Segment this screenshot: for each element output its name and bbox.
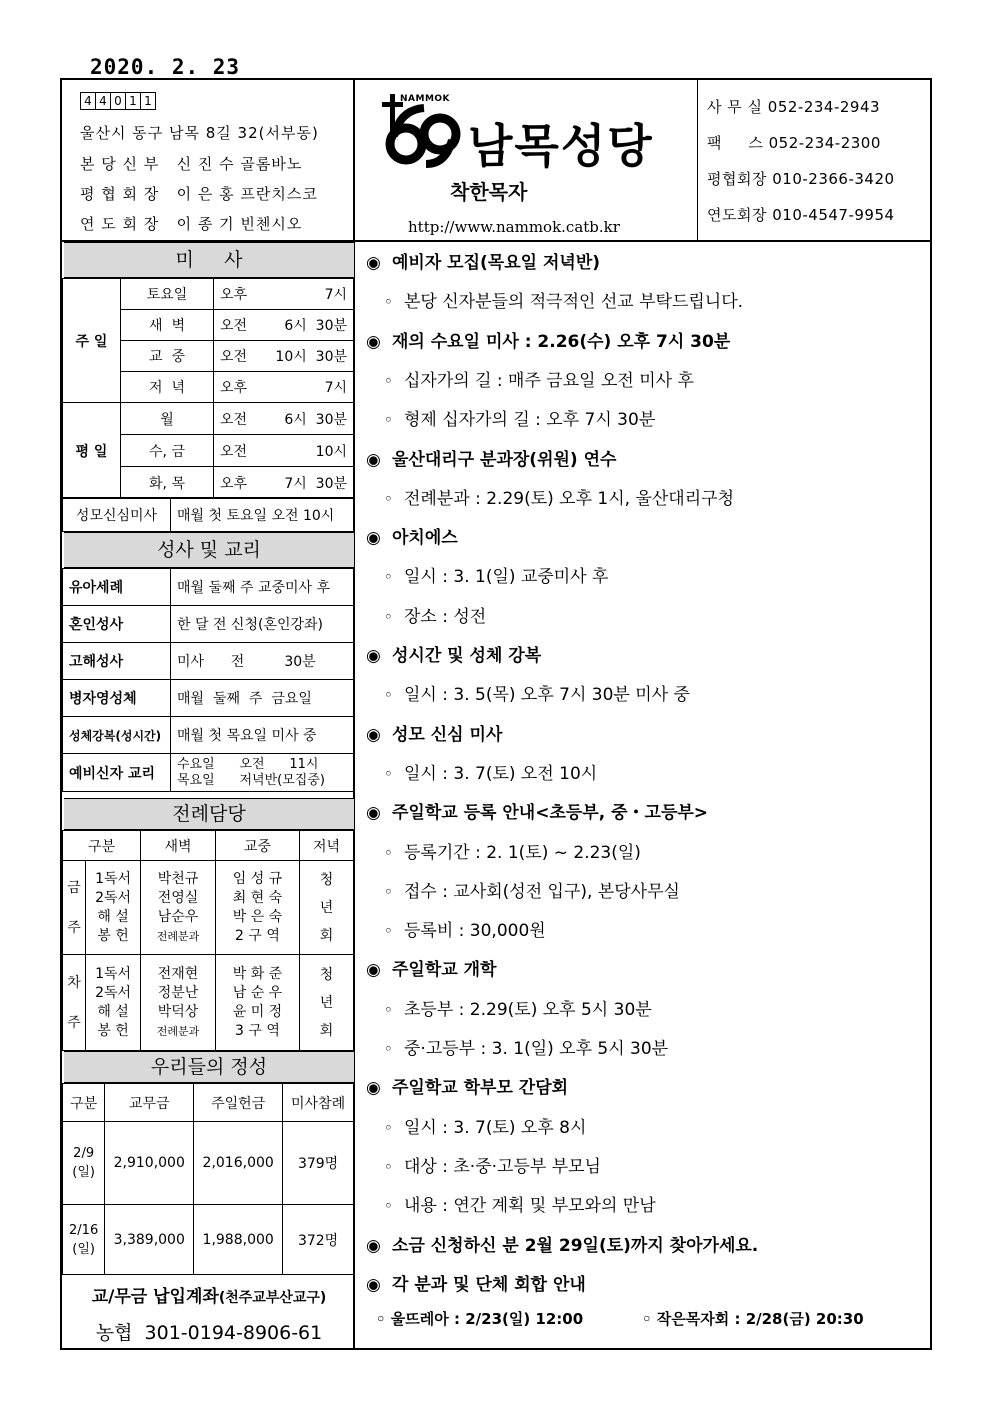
week-label-top: 금 bbox=[67, 879, 81, 896]
liturgy-table bbox=[62, 830, 354, 1051]
circle-bullet-icon: ◦ bbox=[384, 568, 393, 587]
notice-heading bbox=[366, 1231, 758, 1256]
notice-detail bbox=[366, 484, 734, 509]
marian-mass-table bbox=[62, 497, 354, 532]
target-bullet-icon: ◉ bbox=[366, 253, 381, 273]
roles-cell bbox=[86, 861, 141, 955]
notice-text: 본당 신자분들의 적극적인 선교 부탁드립니다. bbox=[404, 292, 744, 313]
mass-ampm: 오전 bbox=[220, 318, 248, 334]
notice-detail bbox=[366, 877, 680, 902]
notice-text: 아치에스 bbox=[392, 528, 458, 549]
postcode-digit: 1 bbox=[125, 92, 141, 110]
dawn-name: 전재현 bbox=[157, 965, 199, 982]
mass-day: 수, 금 bbox=[121, 435, 214, 467]
mass-table bbox=[62, 278, 354, 499]
mass-time bbox=[214, 310, 354, 341]
mass-day: 월 bbox=[121, 403, 214, 435]
mass-title: 미 사 bbox=[64, 242, 354, 278]
offerings-table bbox=[62, 1083, 354, 1275]
notice-text: 접수 : 교사회(성전 입구), 본당사무실 bbox=[404, 881, 680, 902]
mass-time bbox=[214, 279, 354, 310]
sacrament-label: 혼인성사 bbox=[63, 606, 171, 643]
circle-bullet-icon: ◦ bbox=[384, 1157, 393, 1176]
week-label-bottom: 주 bbox=[67, 1014, 81, 1031]
date-line: 2/16 bbox=[69, 1222, 99, 1238]
sacrament-label: 병자영성체 bbox=[63, 680, 171, 717]
marian-value: 매월 첫 토요일 오전 10시 bbox=[171, 498, 354, 532]
offering-attendance: 379명 bbox=[283, 1122, 354, 1205]
sacrament-value bbox=[171, 754, 354, 792]
evening-char: 청 bbox=[319, 966, 334, 983]
notice-detail bbox=[366, 995, 652, 1020]
notice-detail bbox=[366, 680, 690, 705]
contact-prayer bbox=[707, 204, 895, 225]
dawn-cell bbox=[141, 861, 216, 955]
account-title-text: 교/무금 납입계좌 bbox=[91, 1287, 219, 1307]
mass-hour: 6시 30분 bbox=[284, 411, 347, 428]
notice-text: 주일학교 학부모 간담회 bbox=[392, 1078, 569, 1099]
offerings-header: 교무금 bbox=[105, 1084, 194, 1122]
staff-name: 이 은 홍 프란치스코 bbox=[176, 185, 318, 203]
dawn-name: 박덕상 bbox=[157, 1003, 199, 1020]
sacrament-label: 예비신자 교리 bbox=[63, 754, 171, 792]
evening-char: 년 bbox=[319, 994, 334, 1011]
contact-value: 052-234-2943 bbox=[767, 98, 881, 116]
marian-label: 성모신심미사 bbox=[63, 498, 171, 532]
roles-cell bbox=[86, 955, 141, 1051]
notice-detail bbox=[366, 759, 597, 784]
notice-detail bbox=[366, 287, 743, 312]
notice-text: 각 분과 및 단체 회합 안내 bbox=[392, 1274, 586, 1295]
catechism-line: 수요일 오전 11시 bbox=[177, 756, 319, 772]
sacrament-label: 성체강복(성시간) bbox=[63, 717, 171, 754]
mass-hour: 7시 30분 bbox=[284, 475, 347, 492]
mass-time bbox=[214, 372, 354, 403]
circle-bullet-icon: ◦ bbox=[384, 1118, 393, 1137]
notice-detail bbox=[366, 916, 546, 941]
role: 해 설 bbox=[97, 1003, 129, 1020]
notice-text: 주일학교 개학 bbox=[392, 960, 497, 981]
church-url: http://www.nammok.catb.kr bbox=[408, 218, 620, 236]
staff-council bbox=[80, 183, 318, 204]
mass-hour: 7시 bbox=[324, 380, 347, 396]
cross-69-logo-icon bbox=[380, 92, 470, 172]
role: 봉 헌 bbox=[97, 927, 129, 944]
notice-heading bbox=[366, 327, 730, 352]
role: 1독서 bbox=[95, 870, 132, 887]
notice-heading bbox=[366, 1073, 568, 1098]
mass-hour: 10시 30분 bbox=[275, 349, 347, 365]
church-name: 남목성당 bbox=[468, 119, 654, 173]
meeting-item: ◦ 작은목자회 : 2/28(금) 20:30 bbox=[642, 1310, 864, 1328]
notice-heading bbox=[366, 1270, 586, 1295]
sunday-label: 주 일 bbox=[63, 279, 121, 403]
role: 해 설 bbox=[97, 908, 129, 925]
mass-hour: 10시 bbox=[315, 443, 347, 460]
liturgy-header: 구분 bbox=[63, 831, 141, 861]
mass-hour: 7시 bbox=[324, 287, 347, 303]
target-bullet-icon: ◉ bbox=[366, 1274, 381, 1295]
staff-pastor bbox=[80, 153, 302, 174]
mass-ampm: 오후 bbox=[220, 475, 248, 492]
main-name: 3 구 역 bbox=[235, 1022, 280, 1039]
mass-ampm: 오후 bbox=[220, 380, 248, 396]
target-bullet-icon: ◉ bbox=[366, 960, 381, 981]
notice-detail bbox=[366, 1113, 586, 1138]
bulletin-subtitle: 착한목자 bbox=[450, 180, 528, 204]
evening-cell bbox=[300, 955, 354, 1051]
contact-council bbox=[707, 168, 895, 189]
mass-ampm: 오전 bbox=[220, 349, 248, 365]
circle-bullet-icon: ◦ bbox=[384, 882, 393, 901]
week-label-bottom: 주 bbox=[67, 919, 81, 936]
mass-day: 저 녁 bbox=[121, 372, 214, 403]
notice-detail bbox=[366, 1034, 668, 1059]
target-bullet-icon: ◉ bbox=[366, 1078, 381, 1099]
offering-date bbox=[63, 1122, 105, 1205]
staff-name: 이 종 기 빈첸시오 bbox=[176, 215, 303, 233]
date-line: (일) bbox=[72, 1241, 95, 1257]
contact-office bbox=[707, 96, 880, 117]
offering-collection: 2,016,000 bbox=[194, 1122, 283, 1205]
target-bullet-icon: ◉ bbox=[366, 1235, 381, 1256]
role: 1독서 bbox=[95, 965, 132, 982]
notice-text: 주일학교 등록 안내<초등부, 중・고등부> bbox=[392, 803, 709, 824]
postcode-boxes bbox=[80, 92, 155, 110]
offering-date bbox=[63, 1205, 105, 1275]
dawn-name: 전영실 bbox=[157, 889, 199, 906]
target-bullet-icon: ◉ bbox=[366, 331, 381, 352]
notice-detail bbox=[366, 1191, 656, 1216]
contact-label: 연도회장 bbox=[707, 206, 767, 224]
sacrament-value: 매월 둘째 주 금요일 bbox=[171, 680, 354, 717]
notice-text: 재의 수요일 미사 : 2.26(수) 오후 7시 30분 bbox=[392, 331, 731, 352]
date-line: 2/9 bbox=[73, 1146, 95, 1161]
circle-bullet-icon: ◦ bbox=[384, 843, 393, 862]
main-name: 남 순 우 bbox=[232, 984, 283, 1001]
circle-bullet-icon: ◦ bbox=[384, 764, 393, 783]
bulletin-frame bbox=[60, 78, 932, 1350]
notice-detail bbox=[366, 602, 486, 627]
account-title bbox=[64, 1282, 354, 1307]
notice-heading bbox=[366, 720, 502, 745]
staff-role: 본 당 신 부 bbox=[80, 155, 160, 173]
target-bullet-icon: ◉ bbox=[366, 724, 381, 745]
notice-text: 전례분과 : 2.29(토) 오후 1시, 울산대리구청 bbox=[404, 488, 734, 509]
dawn-cell bbox=[141, 955, 216, 1051]
main-name: 박 은 숙 bbox=[232, 908, 283, 925]
dawn-name: 정분난 bbox=[157, 984, 199, 1001]
mass-day: 교 중 bbox=[121, 341, 214, 372]
account-bank-note: (천주교부산교구) bbox=[218, 1290, 327, 1306]
circle-bullet-icon: ◦ bbox=[384, 1197, 393, 1216]
dawn-name: 전례분과 bbox=[156, 929, 200, 943]
circle-bullet-icon: ◦ bbox=[384, 411, 393, 430]
notice-text: 내용 : 연간 계획 및 부모와의 만남 bbox=[404, 1196, 656, 1217]
main-name: 2 구 역 bbox=[235, 927, 280, 944]
notice-heading bbox=[366, 798, 708, 823]
offerings-title: 우리들의 정성 bbox=[64, 1051, 354, 1083]
notice-text: 성모 신심 미사 bbox=[392, 724, 503, 745]
offerings-header: 미사참례 bbox=[283, 1084, 354, 1122]
mass-ampm: 오후 bbox=[220, 287, 248, 303]
mass-time bbox=[214, 467, 354, 499]
sacrament-value: 매월 둘째 주 교중미사 후 bbox=[171, 569, 354, 606]
notice-heading bbox=[366, 248, 600, 273]
notice-text: 예비자 모집(목요일 저녁반) bbox=[392, 253, 601, 273]
evening-cell bbox=[300, 861, 354, 955]
offerings-header: 주일헌금 bbox=[194, 1084, 283, 1122]
notice-text: 형제 십자가의 길 : 오후 7시 30분 bbox=[404, 410, 656, 431]
account-number: 농협 301-0194-8906-61 bbox=[95, 1322, 323, 1344]
dawn-name: 남순우 bbox=[157, 908, 199, 925]
logo-mark-text: NAMMOK bbox=[400, 94, 451, 104]
notice-detail bbox=[366, 1152, 601, 1177]
contact-fax bbox=[707, 132, 881, 153]
circle-bullet-icon: ◦ bbox=[384, 922, 393, 941]
main-name: 박 화 준 bbox=[232, 965, 283, 982]
main-name: 임 성 규 bbox=[232, 870, 283, 887]
church-logo bbox=[380, 92, 710, 172]
notice-text: 일시 : 3. 1(일) 교중미사 후 bbox=[404, 567, 609, 588]
sacraments-title: 성사 및 교리 bbox=[64, 532, 354, 568]
weekday-label: 평 일 bbox=[63, 403, 121, 499]
week-label bbox=[63, 955, 86, 1051]
role: 봉 헌 bbox=[97, 1022, 129, 1039]
contact-label: 사 무 실 bbox=[707, 98, 763, 116]
target-bullet-icon: ◉ bbox=[366, 528, 381, 549]
mass-day: 화, 목 bbox=[121, 467, 214, 499]
liturgy-header: 새벽 bbox=[141, 831, 216, 861]
notice-heading bbox=[366, 523, 458, 548]
notice-detail bbox=[366, 838, 641, 863]
mass-hour: 6시 30분 bbox=[284, 318, 347, 334]
catechism-line: 목요일 저녁반(모집중) bbox=[177, 772, 325, 788]
notice-text: 대상 : 초·중·고등부 부모님 bbox=[404, 1156, 601, 1177]
notice-text: 등록기간 : 2. 1(토) ~ 2.23(일) bbox=[404, 842, 641, 863]
circle-bullet-icon: ◦ bbox=[384, 371, 393, 390]
sacrament-label: 고해성사 bbox=[63, 643, 171, 680]
main-name: 윤 미 정 bbox=[232, 1003, 283, 1020]
staff-role: 연 도 회 장 bbox=[80, 215, 160, 233]
postcode-digit: 4 bbox=[80, 92, 96, 110]
notice-text: 일시 : 3. 7(토) 오후 8시 bbox=[404, 1117, 587, 1138]
notice-text: 소금 신청하신 분 2월 29일(토)까지 찾아가세요. bbox=[392, 1235, 759, 1256]
mass-time bbox=[214, 341, 354, 372]
week-label-top: 차 bbox=[67, 974, 81, 991]
role: 2독서 bbox=[95, 984, 132, 1001]
offering-dues: 3,389,000 bbox=[105, 1205, 194, 1275]
postcode-digit: 4 bbox=[95, 92, 111, 110]
notice-heading bbox=[366, 641, 541, 666]
bulletin-date: 2020. 2. 23 bbox=[90, 55, 241, 79]
notice-text: 성시간 및 성체 강복 bbox=[392, 646, 542, 666]
liturgy-title: 전례담당 bbox=[64, 798, 354, 830]
mass-time bbox=[214, 403, 354, 435]
header-info bbox=[64, 82, 354, 240]
contact-value: 010-2366-3420 bbox=[772, 170, 895, 188]
evening-char: 청 bbox=[319, 871, 334, 888]
target-bullet-icon: ◉ bbox=[366, 449, 381, 470]
offering-dues: 2,910,000 bbox=[105, 1122, 194, 1205]
offerings-header: 구분 bbox=[63, 1084, 105, 1122]
sacrament-label: 유아세례 bbox=[63, 569, 171, 606]
sacrament-value: 한 달 전 신청(혼인강좌) bbox=[171, 606, 354, 643]
offering-attendance: 372명 bbox=[283, 1205, 354, 1275]
postcode-digit: 0 bbox=[110, 92, 126, 110]
target-bullet-icon: ◉ bbox=[366, 646, 381, 666]
role: 2독서 bbox=[95, 889, 132, 906]
notice-text: 십자가의 길 : 매주 금요일 오전 미사 후 bbox=[404, 370, 694, 391]
staff-role: 평 협 회 장 bbox=[80, 185, 160, 203]
circle-bullet-icon: ◦ bbox=[384, 293, 393, 312]
main-name: 최 현 숙 bbox=[232, 889, 283, 906]
staff-name: 신 진 수 골롬바노 bbox=[176, 155, 303, 173]
offering-collection: 1,988,000 bbox=[194, 1205, 283, 1275]
contact-value: 010-4547-9954 bbox=[772, 206, 895, 224]
liturgy-header: 교중 bbox=[215, 831, 299, 861]
contact-label: 팩 스 bbox=[707, 134, 764, 152]
sacrament-value: 매월 첫 목요일 미사 중 bbox=[171, 717, 354, 754]
sacraments-table bbox=[62, 568, 354, 792]
evening-char: 회 bbox=[319, 927, 334, 944]
notice-text: 일시 : 3. 5(목) 오후 7시 30분 미사 중 bbox=[404, 685, 690, 706]
circle-bullet-icon: ◦ bbox=[384, 607, 393, 626]
circle-bullet-icon: ◦ bbox=[384, 1000, 393, 1019]
target-bullet-icon: ◉ bbox=[366, 803, 381, 824]
notice-detail bbox=[366, 405, 655, 430]
notice-text: 장소 : 성전 bbox=[404, 606, 487, 627]
notice-text: 등록비 : 30,000원 bbox=[404, 921, 546, 942]
main-cell bbox=[215, 861, 299, 955]
circle-bullet-icon: ◦ bbox=[384, 686, 393, 705]
dawn-name: 전례분과 bbox=[156, 1024, 200, 1038]
notice-detail bbox=[366, 562, 608, 587]
circle-bullet-icon: ◦ bbox=[384, 489, 393, 508]
notice-text: 중·고등부 : 3. 1(일) 오후 5시 30분 bbox=[404, 1039, 669, 1059]
sacrament-value: 미사 전 30분 bbox=[171, 643, 354, 680]
dawn-name: 박천규 bbox=[157, 870, 199, 887]
notice-detail bbox=[366, 366, 694, 391]
contact-label: 평협회장 bbox=[707, 170, 767, 188]
notice-heading bbox=[366, 445, 616, 470]
date-line: (일) bbox=[72, 1165, 95, 1180]
mass-time bbox=[214, 435, 354, 467]
mass-day: 토요일 bbox=[121, 279, 214, 310]
mass-ampm: 오전 bbox=[220, 443, 248, 460]
evening-char: 회 bbox=[319, 1022, 334, 1039]
notice-heading bbox=[366, 955, 496, 980]
notice-text: 초등부 : 2.29(토) 오후 5시 30분 bbox=[404, 999, 652, 1020]
contact-value: 052-234-2300 bbox=[768, 134, 881, 152]
mass-ampm: 오전 bbox=[220, 411, 248, 428]
week-label bbox=[63, 861, 86, 955]
mass-day: 새 벽 bbox=[121, 310, 214, 341]
circle-bullet-icon: ◦ bbox=[384, 1040, 393, 1058]
evening-char: 년 bbox=[319, 899, 334, 916]
staff-prayer bbox=[80, 213, 302, 234]
main-cell bbox=[215, 955, 299, 1051]
liturgy-header: 저녁 bbox=[300, 831, 354, 861]
meeting-item: ◦ 울뜨레아 : 2/23(일) 12:00 bbox=[376, 1310, 584, 1328]
notice-text: 일시 : 3. 7(토) 오전 10시 bbox=[404, 763, 598, 784]
notice-text: 울산대리구 분과장(위원) 연수 bbox=[392, 449, 617, 470]
postcode-digit: 1 bbox=[140, 92, 156, 110]
address: 울산시 동구 남목 8길 32(서부동) bbox=[80, 124, 319, 142]
